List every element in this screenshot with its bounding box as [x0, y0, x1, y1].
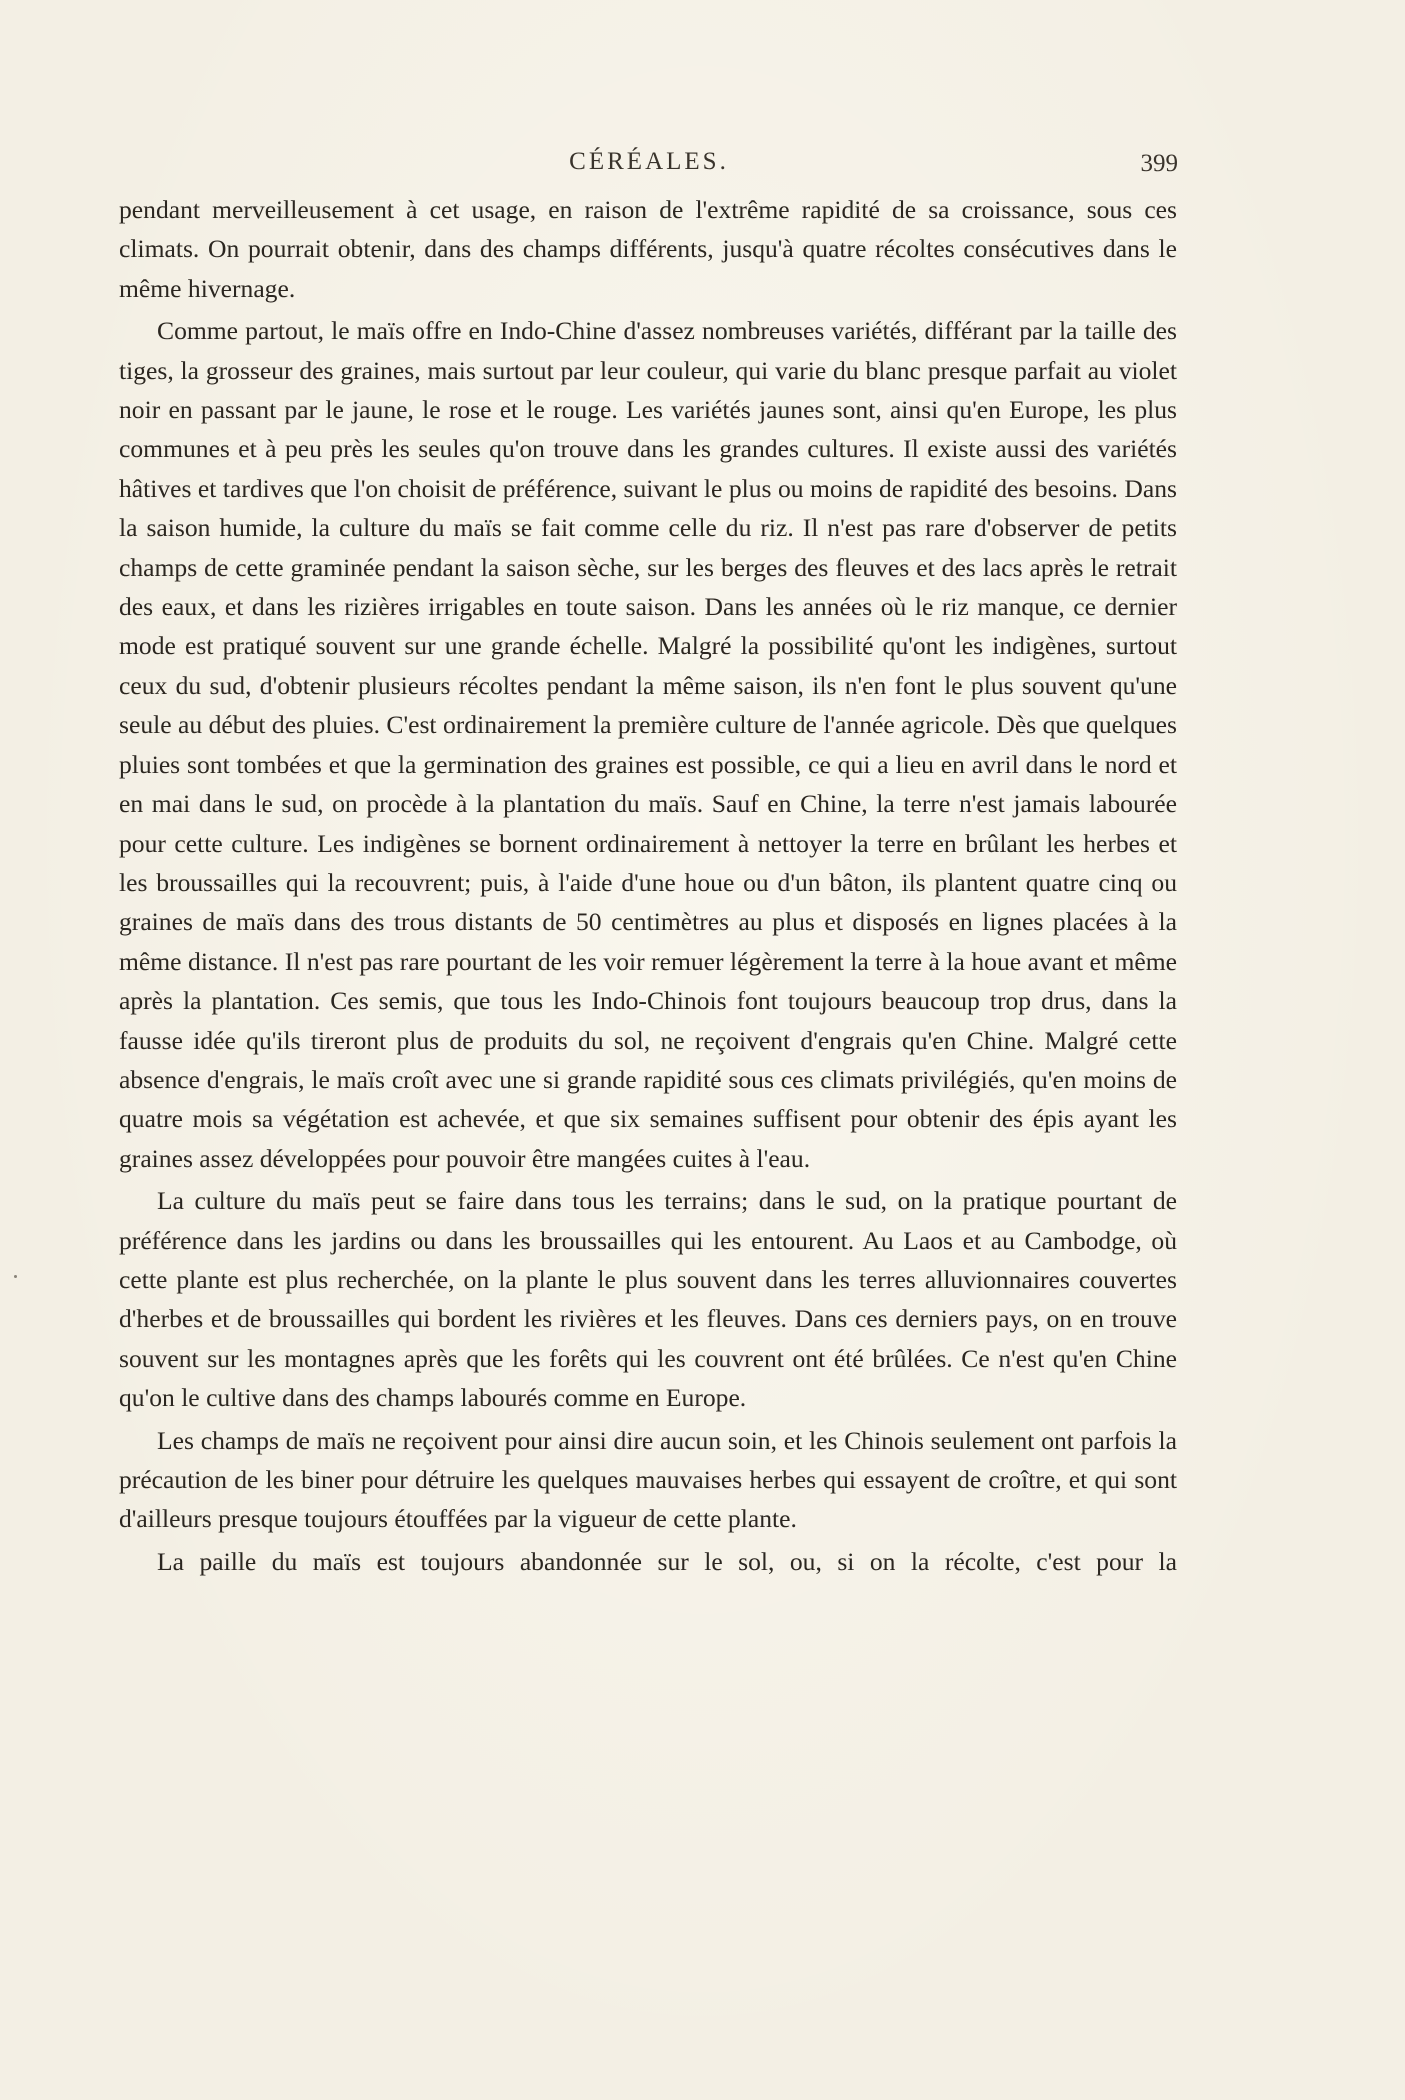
body-text: [119, 190, 1177, 1581]
paragraph-3: La culture du maïs peut se faire dans tous les terrains; dans le sud, on la pratique pourtant de préférence dans les jardins ou dans les broussailles qui les entourent. Au Laos et au Cambodge, où cette plante est plus recherchée, on la plante le plus souvent dans les terres alluvionnaires couvertes d'herbes et de broussailles qui bordent les rivières et les fleuves. Dans ces derniers pays, on en trouve souvent sur les montagnes après que les forêts qui les couvrent ont été brûlées. Ce n'est qu'en Chine qu'on le cultive dans des champs labourés comme en Europe.: [119, 1186, 1177, 1413]
paragraph-2: Comme partout, le maïs offre en Indo-Chine d'assez nombreuses variétés, différant par la taille des tiges, la grosseur des graines, mais surtout par leur couleur, qui varie du blanc presque parfait au violet noir en passant par le jaune, le rose et le rouge. Les variétés jaunes sont, ainsi qu'en Europe, les plus communes et à peu près les seules qu'on trouve dans les grandes cultures. Il existe aussi des variétés hâtives et tardives que l'on choisit de préférence, suivant le plus ou moins de rapidité des besoins. Dans la saison humide, la culture du maïs se fait comme celle du riz. Il n'est pas rare d'observer de petits champs de cette graminée pendant la saison sèche, sur les berges des fleuves et des lacs après le retrait des eaux, et dans les rizières irrigables en toute saison. Dans les années où le riz manque, ce dernier mode est pratiqué souvent sur une grande échelle. Malgré la possibilité qu'ont les indigènes, surtout ceux du sud, d'obtenir plusieurs récoltes pendant la même saison, ils n'en font le plus souvent qu'une seule au début des pluies. C'est ordinairement la première culture de l'année agricole. Dès que quelques pluies sont tombées et que la germination des graines est possible, ce qui a lieu en avril dans le nord et en mai dans le sud, on procède à la plantation du maïs. Sauf en Chine, la terre n'est jamais labourée pour cette culture. Les indigènes se bornent ordinairement à nettoyer la terre en brûlant les herbes et les broussailles qui la recouvrent; puis, à l'aide d'une houe ou d'un bâton, ils plantent quatre cinq ou graines de maïs dans des trous distants de 50 centimètres au plus et disposés en lignes placées à la même distance. Il n'est pas rare pourtant de les voir remuer légèrement la terre à la houe avant et même après la plantation. Ces semis, que tous les Indo-Chinois font toujours beaucoup trop drus, dans la fausse idée qu'ils tireront plus de produits du sol, ne reçoivent d'engrais qu'en Chine. Malgré cette absence d'engrais, le maïs croît avec une si grande rapidité sous ces climats privilégiés, qu'en moins de quatre mois sa végétation est achevée, et que six semaines suffisent pour obtenir des épis ayant les graines assez développées pour pouvoir être mangées cuites à l'eau.: [119, 316, 1177, 1173]
paragraph-5: La paille du maïs est toujours abandonnée sur le sol, ou, si on la récolte, c'est pour la: [157, 1546, 1177, 1576]
page-header: [120, 148, 1178, 182]
page-number: 399: [1140, 150, 1178, 177]
paragraph-1: pendant merveilleusement à cet usage, en raison de l'extrême rapidité de sa croissance, sous ces climats. On pourrait obtenir, dans des champs différents, jusqu'à quatre récoltes consécutives dans le même hivernage.: [119, 195, 1177, 303]
margin-speck: [14, 1275, 17, 1278]
running-title: CÉRÉALES.: [569, 148, 729, 175]
paragraph-4: Les champs de maïs ne reçoivent pour ainsi dire aucun soin, et les Chinois seulement ont parfois la précaution de les biner pour détruire les quelques mauvaises herbes qui essayent de croître, et qui sont d'ailleurs presque toujours étouffées par la vigueur de cette plante.: [119, 1425, 1177, 1534]
